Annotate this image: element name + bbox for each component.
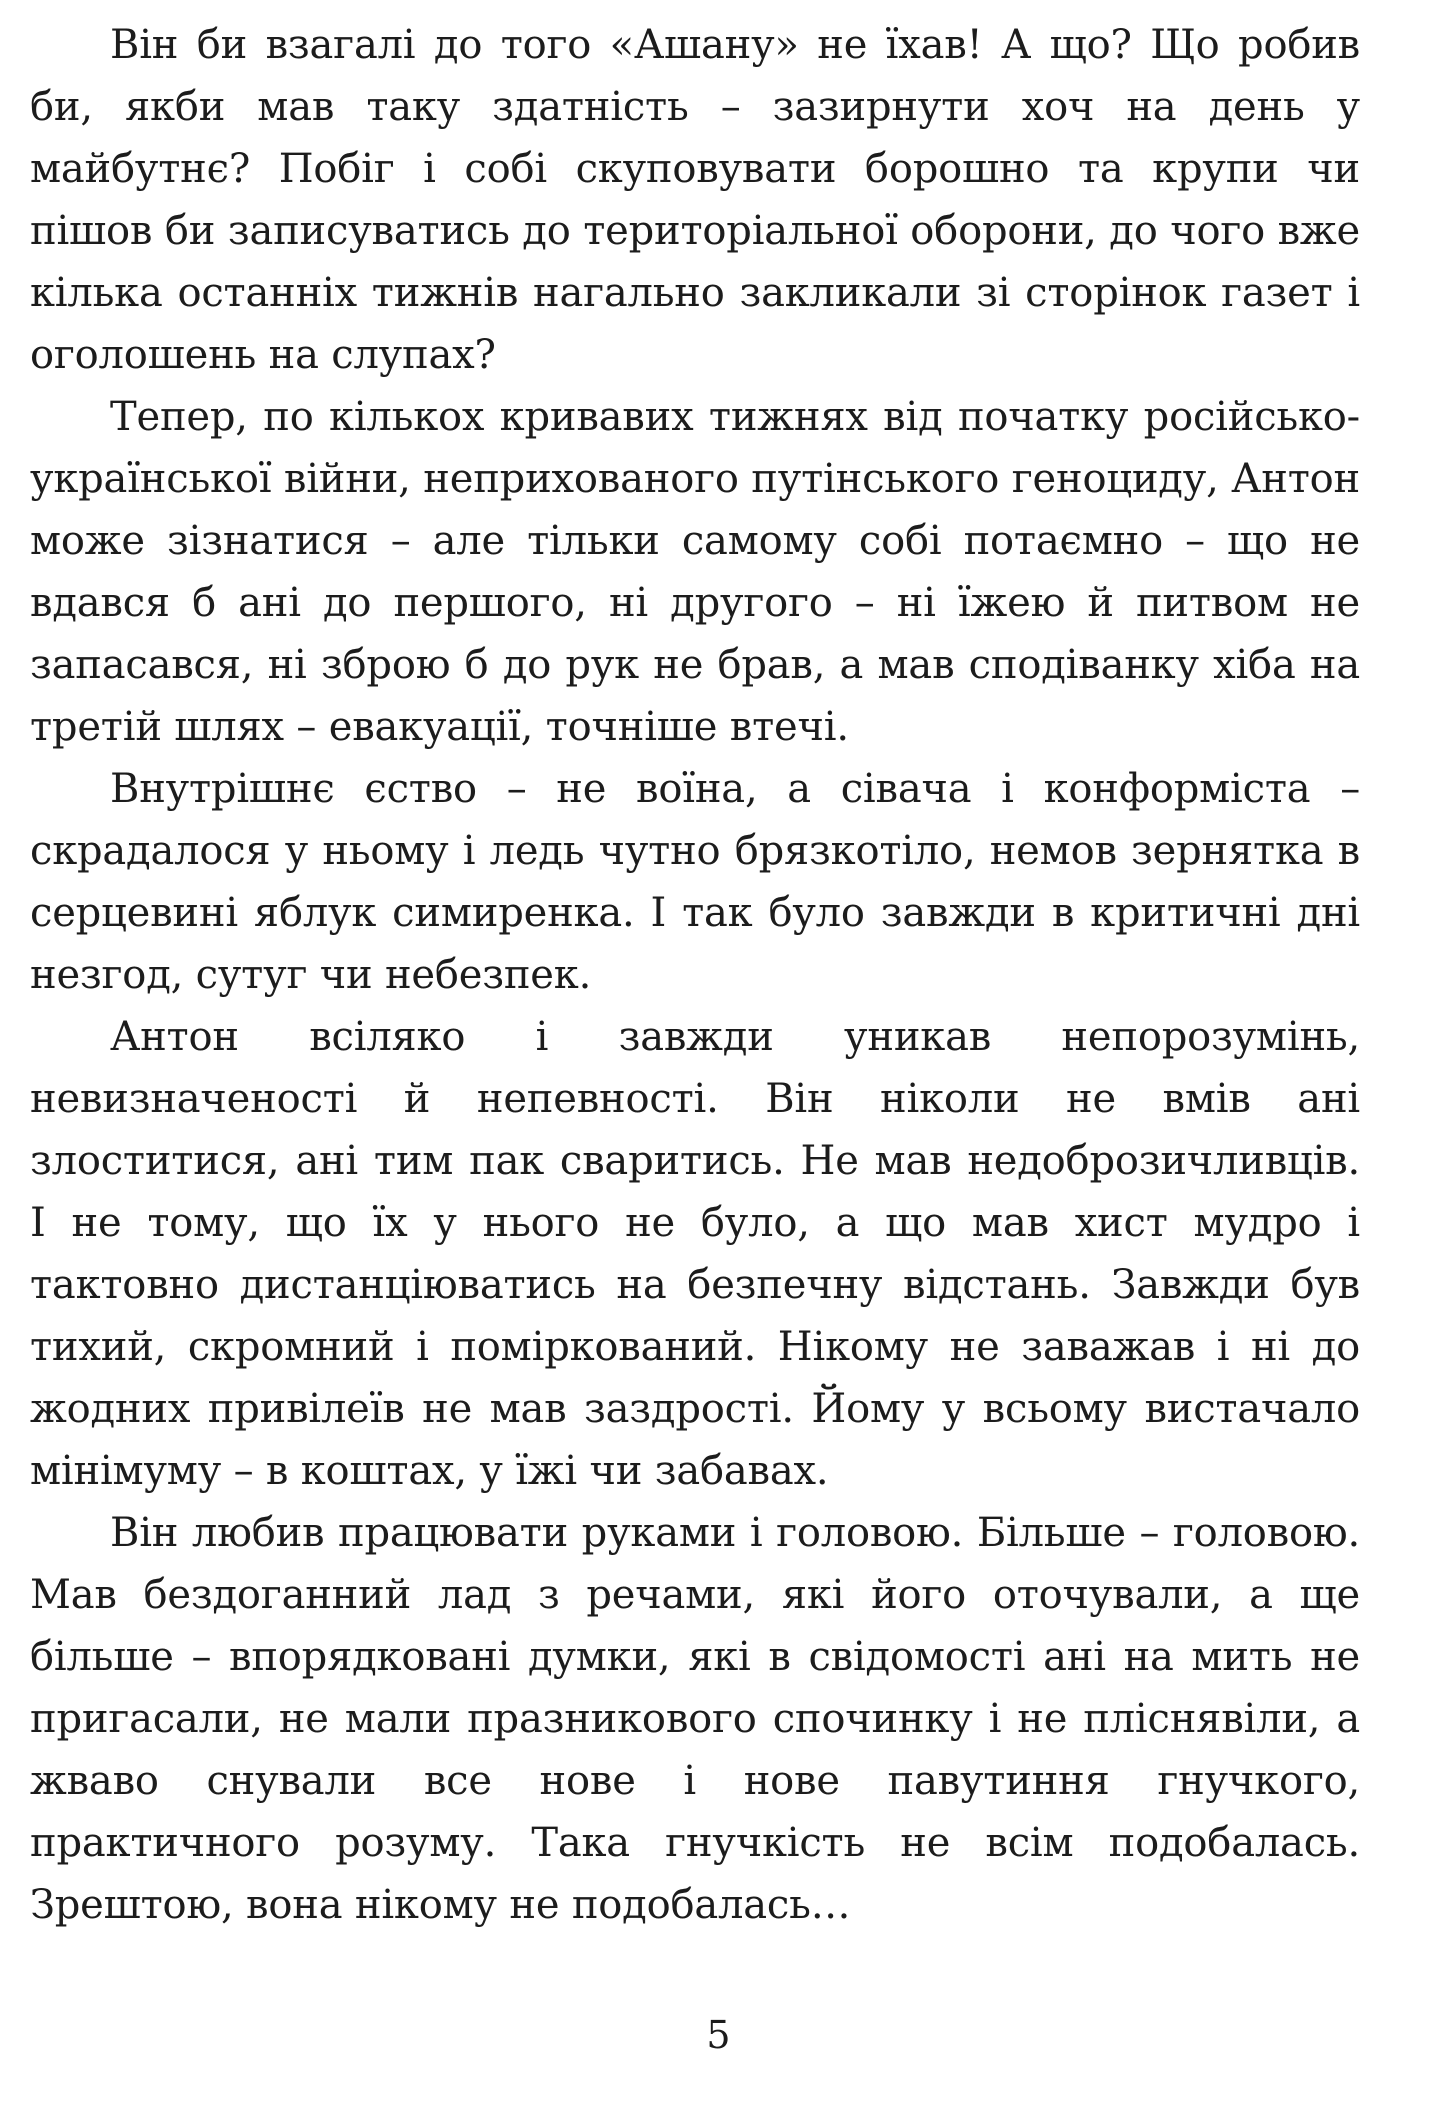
body-text [30, 14, 1360, 1936]
paragraph-4: Антон всіляко і завжди уникав непорозумінь, невизначеності й непевності. Він ніколи не вмів ані злоститися, ані тим пак сваритись. Не мав недоброзичливців. І не тому, що їх у нього не було, а що мав хист мудро і тактовно дистанціюватись на безпечну відстань. Завжди був тихий, скромний і поміркований. Нікому не заважав і ні до жодних привілеїв не мав заздрості. Йому у всьому вистачало мінімуму – в коштах, у їжі чи забавах. [30, 1014, 1360, 1494]
page-number: 5 [706, 2013, 731, 2057]
paragraph-5: Він любив працювати руками і головою. Більше – головою. Мав бездоганний лад з речами, які його оточували, а ще більше – впорядковані думки, які в свідомості ані на мить не пригасали, не мали празникового спочинку і не пліснявіли, а жваво снували все нове і нове павутиння гнучкого, практичного розуму. Така гнучкість не всім подобалась. Зрештою, вона нікому не подобалась… [30, 1510, 1360, 1928]
paragraph-1: Він би взагалі до того «Ашану» не їхав! А що? Що робив би, якби мав таку здатність – зазирнути хоч на день у майбутнє? Побіг і собі скуповувати борошно та крупи чи пішов би записуватись до територіальної оборони, до чого вже кілька останніх тижнів нагально закликали зі сторінок газет і оголошень на слупах? [30, 22, 1360, 378]
paragraph-2: Тепер, по кількох кривавих тижнях від початку російсько-української війни, неприхованого путінського геноциду, Антон може зізнатися – але тільки самому собі потаємно – що не вдався б ані до першого, ні другого – ні їжею й питвом не запасався, ні зброю б до рук не брав, а мав сподіванку хіба на третій шлях – евакуації, точніше втечі. [30, 394, 1360, 750]
paragraph-3: Внутрішнє єство – не воїна, а сівача і конформіста – скрадалося у ньому і ледь чутно брязкотіло, немов зернятка в серцевині яблук симиренка. І так було завжди в критичні дні незгод, сутуг чи небезпек. [30, 766, 1360, 998]
